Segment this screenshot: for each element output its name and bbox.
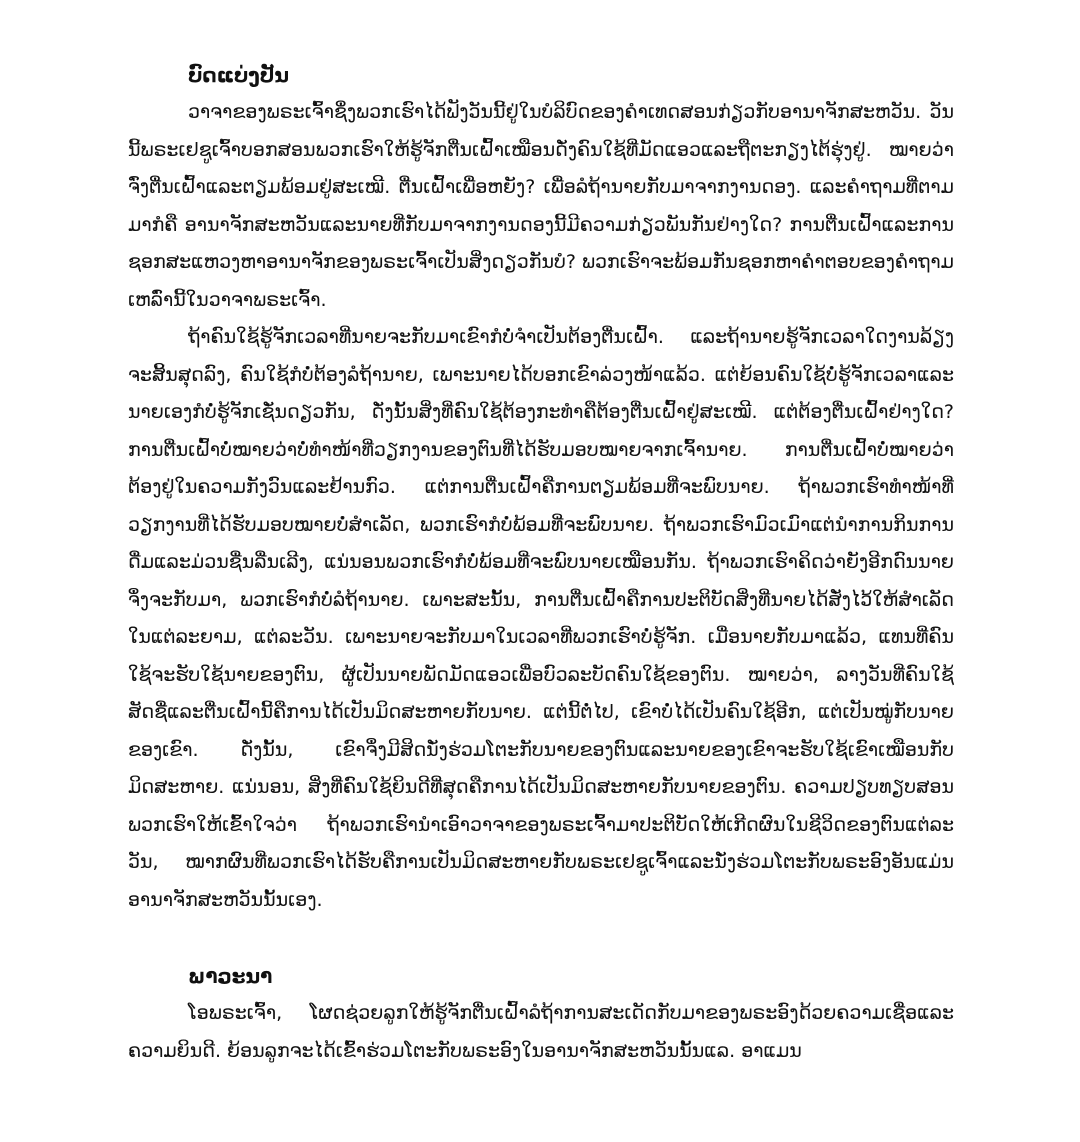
reflection-paragraph-1: ວາຈາຂອງພຣະເຈົ້າຊຶ່ງພວກເຮົາໄດ້ຟັງວັນນີ້ຢູ່ໃນບໍລິບົດຂອງຄຳເທດສອນກ່ຽວກັບອານາຈັກສະຫວັນ. ວັນນີ້ພຣະເຢຊູເຈົ້າບອກສອນພວກເຮົາໃຫ້ຮູ້ຈັກຕື່ນເຝົ້າເໝືອນດັ່ງຄົນໃຊ້ທີ່ມັດແອວແລະຖືຕະກຽງໄຕ້ຮຸ່ງຢູ່. ໝາຍວ່າຈົ່ງຕື່ນເຝົ້າແລະຕຽມພ້ອມຢູ່ສະເໝີ. ຕື່ນເຝົ້າເພື່ອຫຍັງ? ເພື່ອລໍຖ້ານາຍກັບມາຈາກງານດອງ. ແລະຄຳຖາມທີ່ຕາມມາກໍຄື ອານາຈັກສະຫວັນແລະນາຍທີ່ກັບມາຈາກງານດອງນີ້ມີຄວາມກ່ຽວພັນກັນຢ່າງໃດ? ການຕື່ນເຝົ້າແລະການຊອກສະແຫວງຫາອານາຈັກຂອງພຣະເຈົ້າເປັນສິ່ງດຽວກັນບໍ? ພວກເຮົາຈະພ້ອມກັນຊອກຫາຄຳຕອບຂອງຄຳຖາມເຫລົ່ານີ້ໃນວາຈາພຣະເຈົ້າ. [128, 101, 955, 311]
reflection-paragraph-2: ຖ້າຄົນໃຊ້ຮູ້ຈັກເວລາທີ່ນາຍຈະກັບມາເຂົາກໍບໍ່ຈຳເປັນຕ້ອງຕື່ນເຝົ້າ. ແລະຖ້ານາຍຮູ້ຈັກເວລາໃດງານລ້ຽງຈະສິ້ນສຸດລົງ, ຄົນໃຊ້ກໍບໍ່ຕ້ອງລໍຖ້ານາຍ, ເພາະນາຍໄດ້ບອກເຂົາລ່ວງໜ້າແລ້ວ. ແຕ່ຍ້ອນຄົນໃຊ້ບໍ່ຮູ້ຈັກເວລາແລະນາຍເອງກໍບໍ່ຮູ້ຈັກເຊັ່ນດຽວກັນ, ດັ່ງນັ້ນສິ່ງທີ່ຄົນໃຊ້ຕ້ອງກະທຳຄືຕ້ອງຕື່ນເຝົ້າຢູ່ສະເໝີ. ແຕ່ຕ້ອງຕື່ນເຝົ້າຢ່າງໃດ? ການຕື່ນເຝົ້າບໍ່ໝາຍວ່າບໍ່ທຳໜ້າທີ່ວຽກງານຂອງຕົນທີ່ໄດ້ຮັບມອບໝາຍຈາກເຈົ້ານາຍ. ການຕື່ນເຝົ້າບໍ່ໝາຍວ່າຕ້ອງຢູ່ໃນຄວາມກັງວົນແລະຢ້ານກົວ. ແຕ່ການຕື່ນເຝົ້າຄືການຕຽມພ້ອມທີ່ຈະພົບນາຍ. ຖ້າພວກເຮົາທຳໜ້າທີ່ວຽກງານທີ່ໄດ້ຮັບມອບໝາຍບໍ່ສຳເລັດ, ພວກເຮົາກໍບໍ່ພ້ອມທີ່ຈະພົບນາຍ. ຖ້າພວກເຮົາມົວເມົາແຕ່ນຳການກິນການດື່ມແລະມ່ວນຊື່ນລື່ນເລີງ, ແນ່ນອນພວກເຮົາກໍບໍ່ພ້ອມທີ່ຈະພົບນາຍເໝືອນກັນ. ຖ້າພວກເຮົາຄິດວ່າຍັງອີກດົນນາຍຈຶ່ງຈະກັບມາ, ພວກເຮົາກໍບໍ່ລໍຖ້ານາຍ. ເພາະສະນັ້ນ, ການຕື່ນເຝົ້າຄືການປະຕິບັດສິ່ງທີ່ນາຍໄດ້ສັ່ງໄວ້ໃຫ້ສຳເລັດໃນແຕ່ລະຍາມ, ແຕ່ລະວັນ. ເພາະນາຍຈະກັບມາໃນເວລາທີ່ພວກເຮົາບໍ່ຮູ້ຈັກ. ເມື່ອນາຍກັບມາແລ້ວ, ແທນທີ່ຄົນໃຊ້ຈະຮັບໃຊ້ນາຍຂອງຕົນ, ຜູ້ເປັນນາຍພັດມັດແອວເພື່ອບົວລະບັດຄົນໃຊ້ຂອງຕົນ. ໝາຍວ່າ, ລາງວັນທີ່ຄົນໃຊ້ສັດຊື່ແລະຕື່ນເຝົ້ານີ້ຄືການໄດ້ເປັນມິດສະຫາຍກັບນາຍ. ແຕ່ນີ້ຕໍ່ໄປ, ເຂົາບໍ່ໄດ້ເປັນຄົນໃຊ້ອີກ, ແຕ່ເປັນໝູ່ກັບນາຍຂອງເຂົາ. ດັ່ງນັ້ນ, ເຂົາຈຶ່ງມີສິດນັ່ງຮ່ວມໂຕະກັບນາຍຂອງຕົນແລະນາຍຂອງເຂົາຈະຮັບໃຊ້ເຂົາເໝືອນກັບມິດສະຫາຍ. ແນ່ນອນ, ສິ່ງທີ່ຄົນໃຊ້ຍິນດີທີ່ສຸດຄືການໄດ້ເປັນມິດສະຫາຍກັບນາຍຂອງຕົນ. ຄວາມປຽບທຽບສອນພວກເຮົາໃຫ້ເຂົ້າໃຈວ່າ ຖ້າພວກເຮົານຳເອົາວາຈາຂອງພຣະເຈົ້າມາປະຕິບັດໃຫ້ເກີດຜົນໃນຊີວິດຂອງຕົນແຕ່ລະວັນ, ໝາກຜົນທີ່ພວກເຮົາໄດ້ຮັບຄືການເປັນມິດສະຫາຍກັບພຣະເຢຊູເຈົ້າແລະນັ່ງຮ່ວມໂຕະກັບພຣະອົງອັນແມ່ນອານາຈັກສະຫວັນນັ້ນເອງ. [128, 326, 954, 911]
reflection-heading: ບົດແບ່ງປັນ [188, 63, 289, 87]
prayer-heading: ພາວະນາ [188, 964, 273, 988]
document-page [128, 56, 954, 1070]
prayer-paragraph: ໂອພຣະເຈົ້າ, ໂຜດຊ່ວຍລູກໃຫ້ຮູ້ຈັກຕື່ນເຝົ້າລໍຖ້າການສະເດັດກັບມາຂອງພຣະອົງດ້ວຍຄວາມເຊື່ອແລະຄວາມຍິນດີ. ຍ້ອນລູກຈະໄດ້ເຂົ້າຮ່ວມໂຕະກັບພຣະອົງໃນອານາຈັກສະຫວັນນັ້ນແລ. ອາແມນ [128, 1002, 954, 1062]
section-spacer [128, 919, 954, 957]
